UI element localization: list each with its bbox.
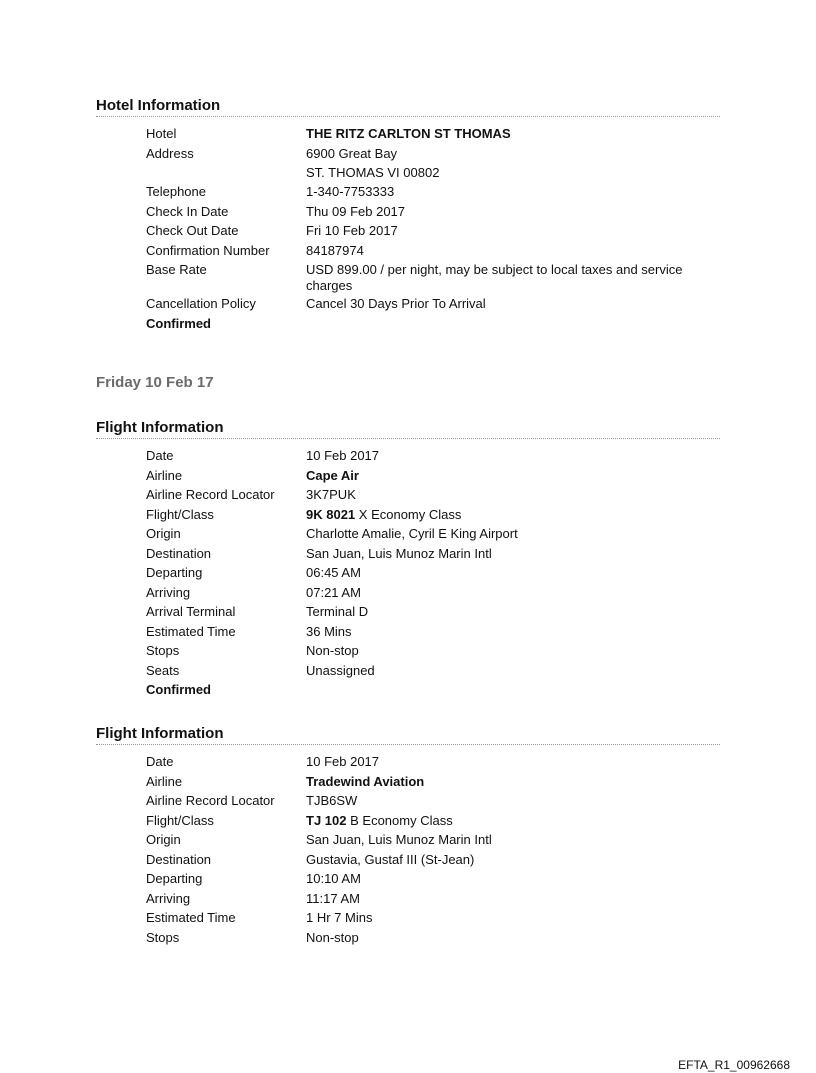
arrival-terminal-label: Arrival Terminal bbox=[146, 604, 236, 619]
seats-row bbox=[146, 663, 720, 683]
flight-1-details bbox=[146, 448, 720, 702]
flight-number: TJ 102 bbox=[306, 812, 347, 828]
stops-label: Stops bbox=[146, 643, 180, 658]
check-in-row bbox=[146, 204, 720, 224]
departing-value: 10:10 AM bbox=[306, 871, 361, 886]
record-locator: TJB6SW bbox=[306, 793, 358, 808]
airline-row bbox=[146, 774, 720, 794]
arriving-row bbox=[146, 891, 720, 911]
confirmation-label: Confirmation Number bbox=[146, 242, 270, 258]
confirmation-value: 84187974 bbox=[306, 242, 364, 258]
address-line2: ST. THOMAS VI 00802 bbox=[306, 164, 440, 180]
seats-value: Unassigned bbox=[306, 662, 375, 678]
record-locator: 3K7PUK bbox=[306, 487, 356, 502]
check-out-label: Check Out Date bbox=[146, 223, 239, 238]
record-locator-row bbox=[146, 487, 720, 507]
base-rate-label: Base Rate bbox=[146, 262, 207, 277]
flight-date: 10 Feb 2017 bbox=[306, 754, 380, 769]
check-in-label: Check In Date bbox=[146, 203, 229, 219]
destination-value: San Juan, Luis Munoz Marin Intl bbox=[306, 545, 492, 561]
departing-label: Departing bbox=[146, 871, 203, 886]
stops-row bbox=[146, 643, 720, 663]
day-header: Friday 10 Feb 17 bbox=[96, 374, 214, 391]
check-out-row bbox=[146, 223, 720, 243]
flight-class-row bbox=[146, 507, 720, 527]
airline-name: Cape Air bbox=[306, 467, 359, 483]
estimated-time-row bbox=[146, 624, 720, 644]
origin-row bbox=[146, 526, 720, 546]
address-row-2 bbox=[146, 165, 720, 185]
flight-2-section-title: Flight Information bbox=[96, 725, 720, 745]
arriving-label: Arriving bbox=[146, 890, 191, 906]
hotel-label: Hotel bbox=[146, 126, 177, 141]
date-label: Date bbox=[146, 448, 174, 463]
destination-row bbox=[146, 546, 720, 566]
cancellation-label: Cancellation Policy bbox=[146, 296, 256, 311]
record-locator-label: Airline Record Locator bbox=[146, 487, 275, 502]
flight-date-row bbox=[146, 448, 720, 468]
address-label: Address bbox=[146, 145, 194, 161]
flight-class-value bbox=[306, 507, 720, 527]
flight-2-details bbox=[146, 754, 720, 949]
arriving-value: 11:17 AM bbox=[306, 890, 360, 906]
departing-row bbox=[146, 565, 720, 585]
check-out-value: Fri 10 Feb 2017 bbox=[306, 223, 398, 238]
telephone-value: 1-340-7753333 bbox=[306, 184, 395, 199]
airline-label: Airline bbox=[146, 467, 183, 483]
stops-value: Non-stop bbox=[306, 929, 359, 945]
flight-date: 10 Feb 2017 bbox=[306, 448, 380, 463]
flight-number: 9K 8021 bbox=[306, 506, 356, 522]
destination-value: Gustavia, Gustaf III (St-Jean) bbox=[306, 851, 475, 867]
flight-1-section-title: Flight Information bbox=[96, 419, 720, 439]
hotel-name-row bbox=[146, 126, 720, 146]
origin-value: San Juan, Luis Munoz Marin Intl bbox=[306, 832, 492, 847]
departing-label: Departing bbox=[146, 565, 203, 580]
stops-label: Stops bbox=[146, 929, 180, 945]
seats-label: Seats bbox=[146, 662, 180, 678]
airline-row bbox=[146, 468, 720, 488]
arriving-label: Arriving bbox=[146, 584, 191, 600]
flight-class-value bbox=[306, 813, 720, 833]
arrival-terminal-row bbox=[146, 604, 720, 624]
flight-class: X Economy Class bbox=[358, 506, 462, 522]
arriving-row bbox=[146, 585, 720, 605]
confirmation-row bbox=[146, 243, 720, 263]
origin-label: Origin bbox=[146, 832, 181, 847]
hotel-details bbox=[146, 126, 720, 335]
arrival-terminal-value: Terminal D bbox=[306, 604, 369, 619]
origin-label: Origin bbox=[146, 526, 181, 541]
record-locator-row bbox=[146, 793, 720, 813]
hotel-section-title: Hotel Information bbox=[96, 97, 720, 117]
flight-1-status-row bbox=[146, 682, 720, 702]
flight-class: B Economy Class bbox=[350, 812, 453, 828]
stops-value: Non-stop bbox=[306, 643, 359, 658]
departing-value: 06:45 AM bbox=[306, 565, 361, 580]
departing-row bbox=[146, 871, 720, 891]
estimated-time-row bbox=[146, 910, 720, 930]
stops-row bbox=[146, 930, 720, 950]
address-row bbox=[146, 146, 720, 165]
airline-name: Tradewind Aviation bbox=[306, 773, 425, 789]
estimated-time-value: 1 Hr 7 Mins bbox=[306, 910, 373, 925]
address-line1: 6900 Great Bay bbox=[306, 145, 398, 161]
flight-date-row bbox=[146, 754, 720, 774]
estimated-time-label: Estimated Time bbox=[146, 623, 236, 639]
destination-row bbox=[146, 852, 720, 872]
base-rate-row bbox=[146, 262, 720, 296]
origin-row bbox=[146, 832, 720, 852]
cancellation-value: Cancel 30 Days Prior To Arrival bbox=[306, 296, 486, 311]
estimated-time-label: Estimated Time bbox=[146, 910, 236, 925]
date-label: Date bbox=[146, 754, 174, 769]
check-in-value: Thu 09 Feb 2017 bbox=[306, 203, 406, 219]
telephone-row bbox=[146, 184, 720, 204]
hotel-name: THE RITZ CARLTON ST THOMAS bbox=[306, 126, 511, 141]
hotel-status: Confirmed bbox=[146, 315, 211, 331]
destination-label: Destination bbox=[146, 851, 212, 867]
arriving-value: 07:21 AM bbox=[306, 584, 361, 600]
document-id-footer: EFTA_R1_00962668 bbox=[678, 1058, 790, 1072]
flight-class-label: Flight/Class bbox=[146, 812, 214, 828]
origin-value: Charlotte Amalie, Cyril E King Airport bbox=[306, 526, 518, 541]
hotel-status-row bbox=[146, 316, 720, 336]
cancellation-row bbox=[146, 296, 720, 316]
base-rate-value: USD 899.00 / per night, may be subject to local taxes and service charges bbox=[306, 262, 683, 293]
record-locator-label: Airline Record Locator bbox=[146, 793, 275, 808]
telephone-label: Telephone bbox=[146, 184, 206, 199]
flight-class-row bbox=[146, 813, 720, 833]
estimated-time-value: 36 Mins bbox=[306, 623, 352, 639]
destination-label: Destination bbox=[146, 545, 212, 561]
airline-label: Airline bbox=[146, 773, 183, 789]
flight-class-label: Flight/Class bbox=[146, 506, 214, 522]
flight-1-status: Confirmed bbox=[146, 682, 211, 697]
